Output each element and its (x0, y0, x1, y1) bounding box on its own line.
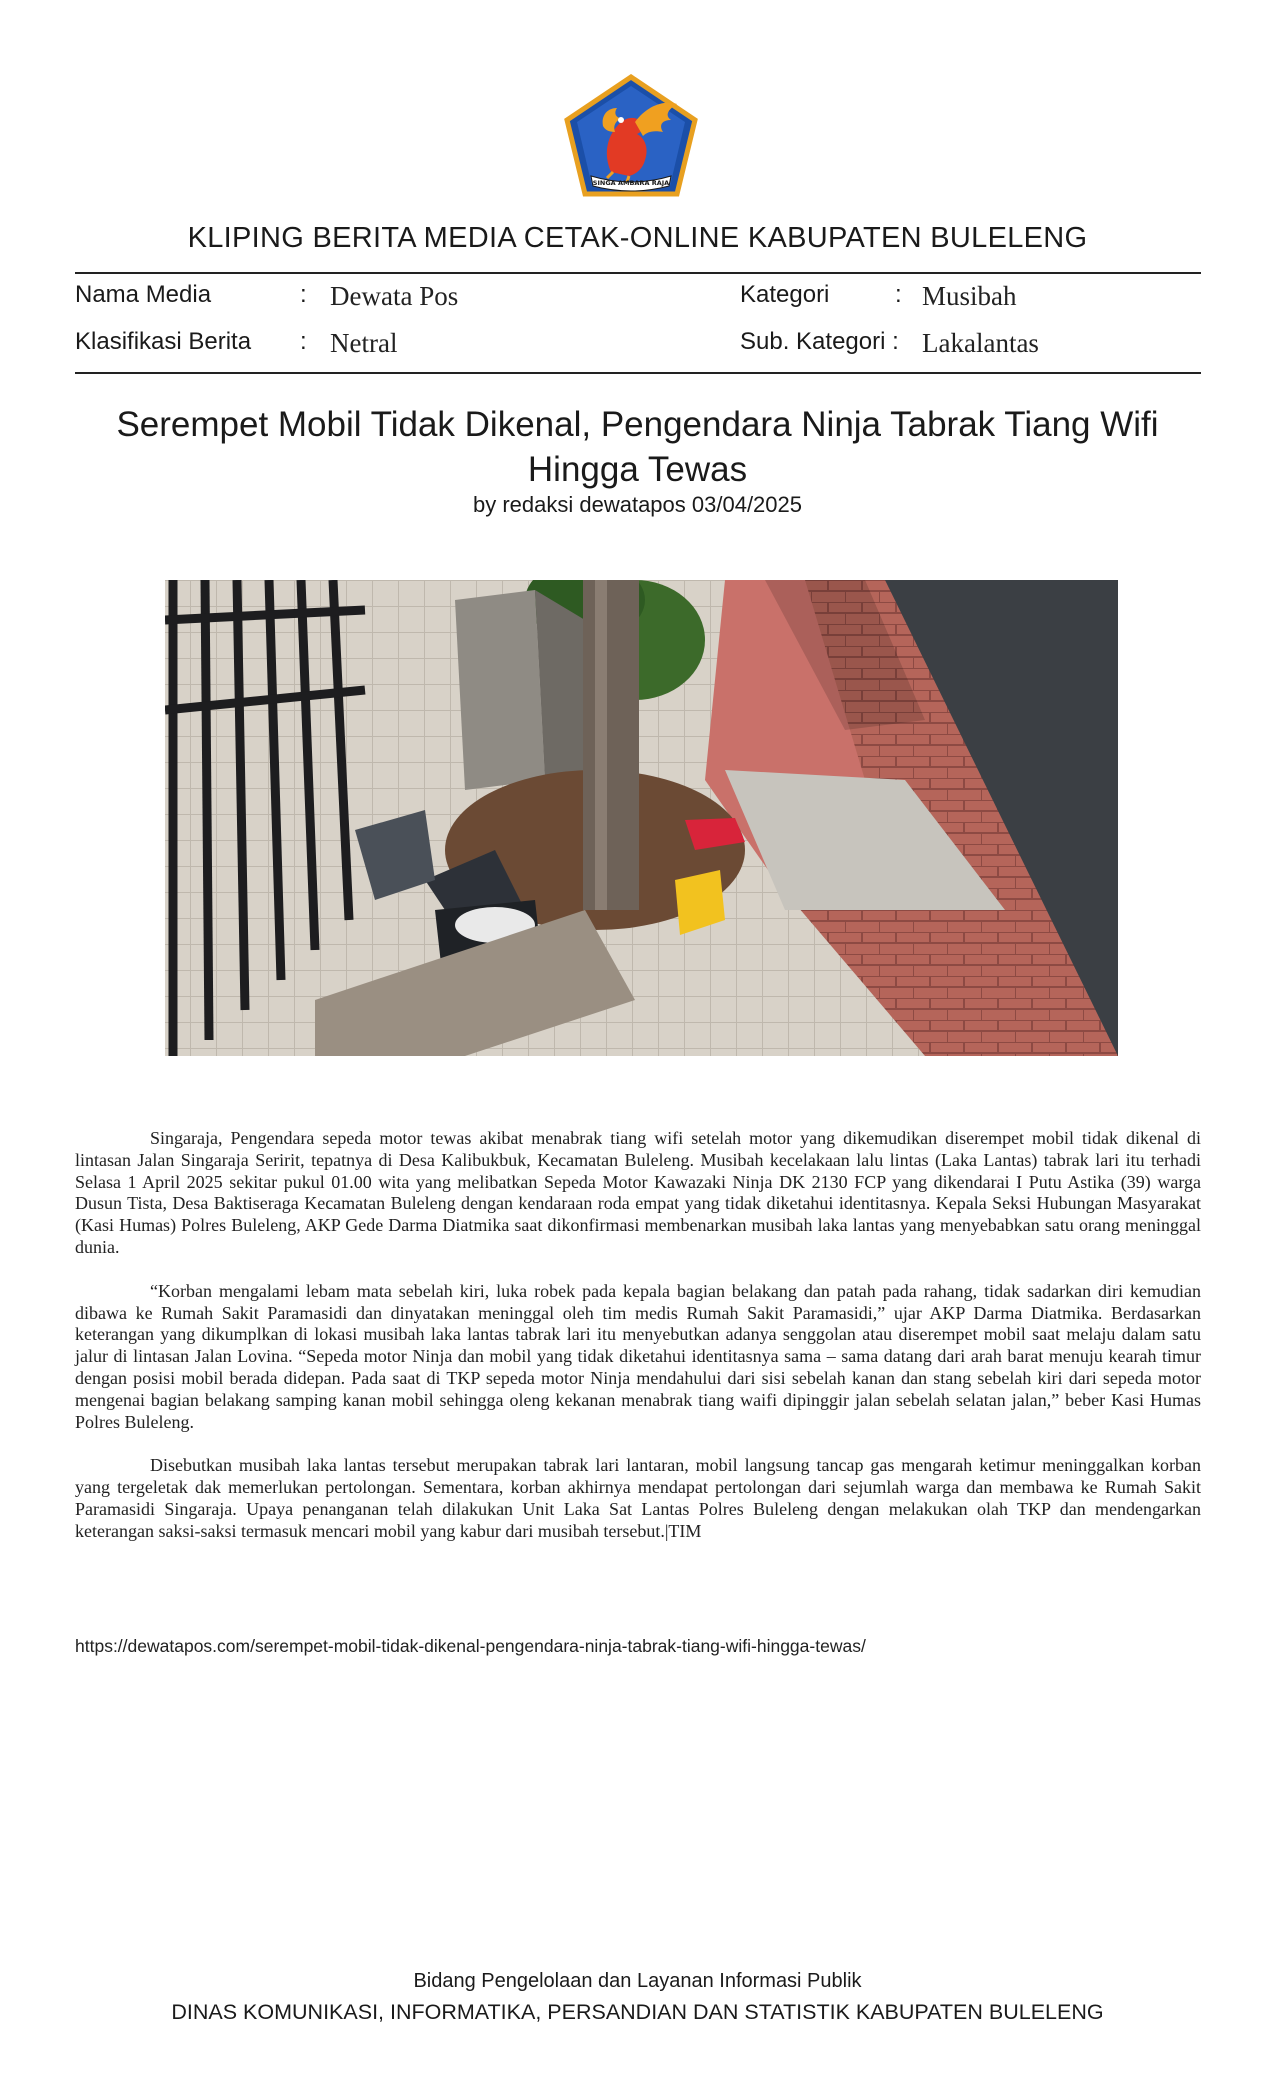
klasifikasi-value: Netral (330, 328, 398, 358)
article-byline: by redaksi dewatapos 03/04/2025 (472, 492, 802, 517)
header-top-rule (75, 272, 1201, 274)
footer-agency: DINAS KOMUNIKASI, INFORMATIKA, PERSANDIAN DAN STATISTIK KABUPATEN BULELENG (171, 2000, 1104, 2024)
subkategori-value: Lakalantas (922, 328, 1039, 358)
accident-scene-photo (165, 580, 1118, 1056)
kategori-value: Musibah (922, 281, 1017, 311)
source-url-link[interactable]: https://dewatapos.com/serempet-mobil-tidak-dikenal-pengendara-ninja-tabrak-tiang-wifi-hingga-tewas/ (75, 1636, 866, 1656)
article-paragraph-3: Disebutkan musibah laka lantas tersebut merupakan tabrak lari lantaran, mobil langsung tancap gas mengarah ketimur meninggalkan korban yang tergeletak dak memerlukan pertolongan. Sementara, korban akhirnya mendapat pertolongan dari sejumlah warga dan membawa ke Rumah Sakit Paramasidi Singaraja. Upaya penanganan telah dilakukan Unit Laka Sat Lantas Polres Buleleng dengan melakukan olah TKP dan mendengarkan keterangan saksi-saksi termasuk mencari mobil yang kabur dari musibah tersebut.|TIM (75, 1455, 1201, 1541)
article-paragraph-1: Singaraja, Pengendara sepeda motor tewas akibat menabrak tiang wifi setelah motor yang dikemudikan diserempet mobil tidak dikenal di lintasan Jalan Singaraja Seririt, tepatnya di Desa Kalibukbuk, Kecamatan Buleleng. Musibah kecelakaan lalu lintas (Laka Lantas) tabrak lari itu terhadi Selasa 1 April 2025 sekitar pukul 01.00 wita yang melibatkan Sepeda Motor Kawazaki Ninja DK 2130 FCP yang dikendarai I Putu Astika (39) warga Dusun Tista, Desa Baktiseraga Kecamatan Buleleng dengan kendaraan roda empat yang tidak diketahui identitasnya. Kepala Seksi Hubungan Masyarakat (Kasi Humas) Polres Buleleng, AKP Gede Darma Diatmika saat dikonfirmasi membenarkan musibah laka lantas yang menyebabkan satu orang meninggal dunia. (75, 1128, 1201, 1257)
headline-line-2: Hingga Tewas (527, 450, 748, 489)
article-paragraph-2: “Korban mengalami lebam mata sebelah kiri, luka robek pada kepala bagian belakang dan patah pada rahang, tidak sadarkan diri kemudian dibawa ke Rumah Sakit Paramasidi dan dinyatakan meninggal oleh tim medis Rumah Sakit Paramasidi,” ujar AKP Darma Diatmika. Berdasarkan keterangan yang dikumplkan di lokasi musibah laka lantas tabrak lari itu menyebutkan adanya senggolan atau diserempet mobil saat melaju dalam satu jalur di lintasan Jalan Lovina. “Sepeda motor Ninja dan mobil yang tidak diketahui identitasnya sama – sama datang dari arah barat menuju kearah timur dengan posisi mobil berada didepan. Pada saat di TKP sepeda motor Ninja mendahului dari sisi sebelah kanan dan stang sebelah kiri dari sepeda motor mengenai bagian belakang samping kanan mobil sehingga oleng kekanan menabrak tiang waifi dipinggir jalan sebelah selatan jalan,” beber Kasi Humas Polres Buleleng. (75, 1280, 1201, 1432)
klasifikasi-label: Klasifikasi Berita (75, 328, 252, 355)
kategori-label: Kategori (740, 281, 830, 308)
subkategori-label: Sub. Kategori : (740, 328, 899, 355)
emblem-motto: SINGA AMBARA RAJA (592, 179, 670, 187)
article-headline (100, 402, 1175, 492)
kategori-colon: : (895, 281, 902, 308)
buleleng-emblem-logo (563, 74, 699, 198)
header-title: KLIPING BERITA MEDIA CETAK-ONLINE KABUPATEN BULELENG (187, 222, 1088, 254)
article-body (75, 1128, 1201, 1565)
media-label: Nama Media (75, 281, 212, 308)
media-value: Dewata Pos (330, 281, 459, 311)
header-bottom-rule (75, 372, 1201, 374)
klasifikasi-colon: : (300, 328, 307, 355)
footer-department: Bidang Pengelolaan dan Layanan Informasi Publik (413, 1970, 862, 1992)
media-colon: : (300, 281, 307, 308)
headline-line-1: Serempet Mobil Tidak Dikenal, Pengendara Ninja Tabrak Tiang Wifi (116, 405, 1159, 444)
